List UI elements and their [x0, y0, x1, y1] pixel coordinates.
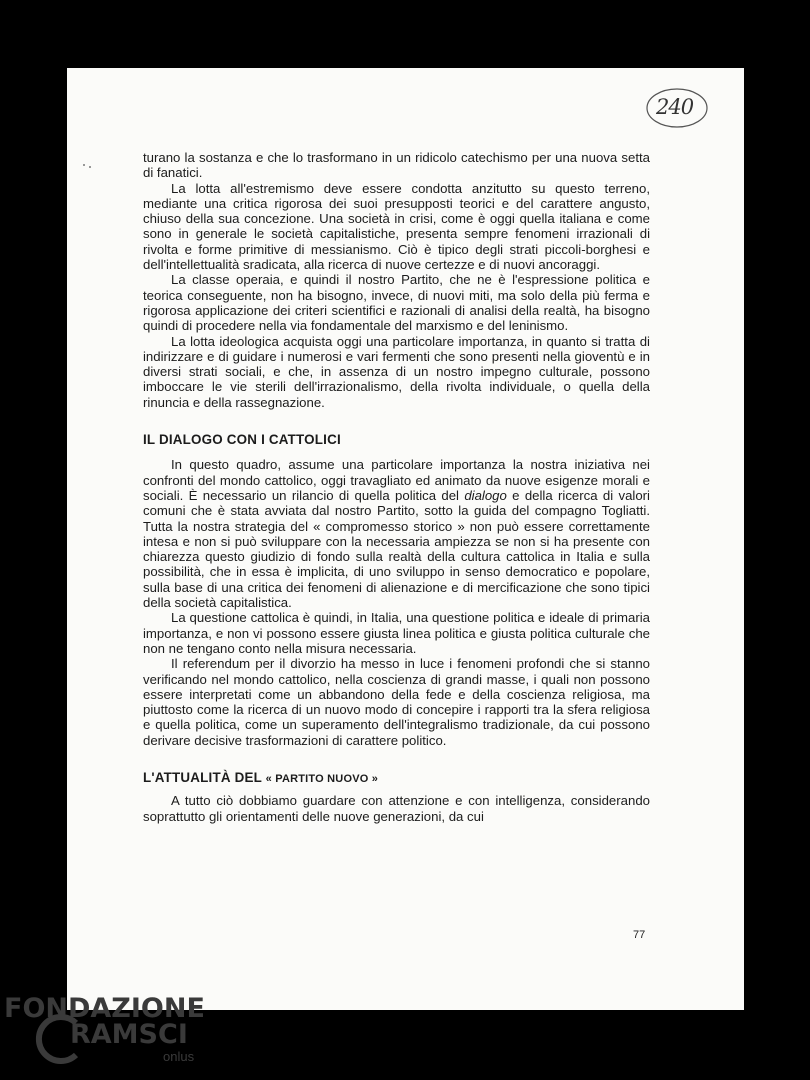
handwritten-page-annotation — [644, 86, 708, 130]
watermark-sub: onlus — [163, 1049, 195, 1064]
paragraph-text: e della ricerca di valori comuni che è stata avviata dal nostro Partito, sotto la guida del compagno Togliatti. Tutta la nostra strategia del « compromesso storico » non può essere correttamente intesa e non si può sviluppare con la necessaria ampiezza se non si ha presente con chiarezza questo giudizio di fondo sulla realtà della cultura cattolica in Italia e sulla possibilità, che in essa è implicita, di uno sviluppo in senso democratico e popolare, sulla base di una critica dei fenomeni di alienazione e di mercificazione che sono tipici della società capitalistica. — [143, 487, 650, 611]
paragraph: La classe operaia, e quindi il nostro Partito, che ne è l'espressione politica e teorica conseguente, non ha bisogno, invece, di nuovi miti, ma solo della più ferma e rigorosa applicazione dei criteri scientifici e razionali di analisi della realtà, ha bisogno quindi di procedere nella via fondamentale del marxismo e del leninismo. — [143, 272, 650, 334]
section-heading-dialogo: IL DIALOGO CON I CATTOLICI — [143, 432, 341, 448]
paragraph: La lotta all'estremismo deve essere condotta anzitutto su questo terreno, mediante una critica rigorosa dei suoi presupposti teorici e del carattere angusto, chiuso della sua concezione. Una società in crisi, come è oggi quella italiana e come sono in generale le società capitalistiche, presenta sempre fenomeni irrazionali di rivolta e forme primitive di messianismo. Ciò è tipico degli strati piccoli-borghesi e dell'intellettualità sradicata, alla ricerca di nuove certezze e di nuovi ancoraggi. — [143, 180, 650, 273]
body-text — [143, 150, 650, 824]
emphasis-dialogo: dialogo — [464, 487, 507, 503]
paragraph — [143, 457, 650, 610]
paper-speck — [83, 164, 85, 166]
paragraph: La questione cattolica è quindi, in Italia, una questione politica e ideale di primaria importanza, e non vi possono essere giusta linea politica e giusta politica culturale che non ne tengano conto nella misura necessaria. — [143, 610, 650, 656]
heading-quote: « PARTITO NUOVO » — [265, 772, 379, 785]
paragraph: A tutto ciò dobbiamo guardare con attenzione e con intelligenza, considerando soprattutto gli orientamenti delle nuove generazioni, da cui — [143, 793, 650, 824]
page-number: 77 — [633, 929, 646, 941]
paragraph-text: In questo quadro, assume una particolare importanza la nostra iniziativa nei confronti del mondo cattolico, oggi travagliato ed animato da nuove esigenze morali e sociali. È necessario un rilancio di quella politica del — [143, 457, 650, 503]
fondazione-gramsci-watermark — [0, 985, 240, 1080]
paragraph: turano la sostanza e che lo trasformano in un ridicolo catechismo per una nuova setta di fanatici. — [143, 150, 650, 181]
document-page — [67, 68, 744, 1010]
paragraph: La lotta ideologica acquista oggi una particolare importanza, in quanto si tratta di indirizzare e di guidare i numerosi e vari fermenti che sono presenti nella gioventù e in diversi strati sociali, e che, in assenza di un nostro impegno culturale, possono imboccare le vie sterili dell'irrazionalismo, della rivolta individuale, o quella della rinuncia e della rassegnazione. — [143, 333, 650, 410]
watermark-line2: RAMSCI — [70, 1019, 188, 1050]
paragraph: Il referendum per il divorzio ha messo in luce i fenomeni profondi che si stanno verificando nel mondo cattolico, nella coscienza di grandi masse, i quali non possono essere interpretati come un abbandono della fede e della coscienza religiosa, ma piuttosto come la ricerca di un nuovo modo di concepire i rapporti tra la sfera religiosa e quella politica, come un superamento dell'integralismo tradizionale, da cui possono derivare decisive trasformazioni di carattere politico. — [143, 656, 650, 748]
paper-speck — [89, 166, 91, 168]
annotation-number: 240 — [656, 95, 694, 119]
heading-text: L'ATTUALITÀ DEL — [143, 769, 266, 785]
section-heading-partito — [143, 770, 650, 787]
watermark-line1: FONDAZIONE — [4, 993, 205, 1024]
